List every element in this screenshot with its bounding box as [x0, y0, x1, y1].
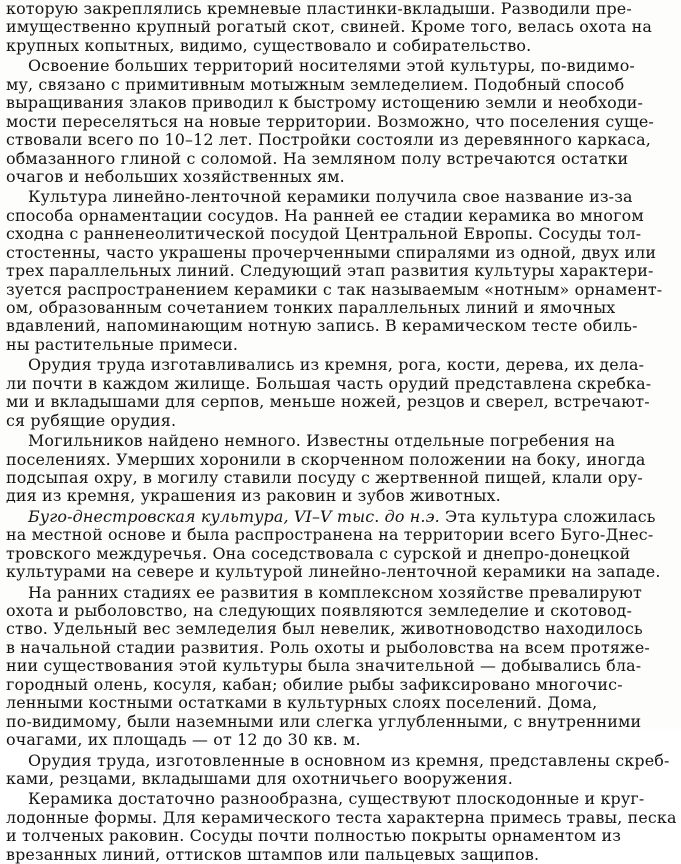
text-line: врезанных линий, оттисков штампов или пальцевых защипов. [6, 844, 540, 864]
text-line: Освоение больших территорий носителями этой культуры, по-видимо- [28, 56, 635, 76]
text-line: способа орнаментации сосудов. На ранней ее стадии керамика во многом [6, 205, 644, 225]
text-line: которую закреплялись кремневые пластинки-вкладыши. Разводили пре- [6, 0, 632, 18]
paragraph [6, 584, 677, 750]
paragraph [6, 752, 677, 789]
text-line: мости переселяться на новые территории. Возможно, что поселения суще- [6, 111, 654, 131]
text-line: обмазанного глиной с соломой. На земляном полу встречаются остатки [6, 148, 629, 168]
text-run: Эта культура сложилась [439, 506, 656, 526]
text-line: зуется распространением керамики с так называемым «нотным» орнамент- [6, 279, 663, 299]
text-line: ками, резцами, вкладышами для охотничьего вооружения. [6, 768, 513, 788]
paragraph [6, 356, 677, 430]
text-line: ство. Удельный вес земледелия был невелик, животноводство находилось [6, 619, 643, 639]
text-line: подсыпая охру, в могилу ставили посуду с жертвенной пищей, клали ору- [6, 467, 643, 487]
text-line: городный олень, косуля, кабан; обилие рыбы зафиксировано многочис- [6, 674, 623, 694]
text-line: Культура линейно-ленточной керамики получила свое название из-за [28, 187, 633, 207]
text-line: имущественно крупный рогатый скот, свиней. Кроме того, велась охота на [6, 17, 652, 37]
text-line: ны растительные примеси. [6, 334, 239, 354]
text-line: и толченых раковин. Сосуды почти полностью покрыты орнаментом из [6, 826, 622, 846]
text-line: в начальной стадии развития. Роль охоты и рыболовства на всем протяже- [6, 637, 650, 657]
text-line: ленными костными остатками в культурных слоях поселений. Дома, [6, 693, 598, 713]
text-line: лодонные формы. Для керамического теста характерна примесь травы, песка [6, 807, 677, 827]
text-line: культурами на севере и культурой линейно-ленточной керамики на западе. [6, 562, 661, 582]
text-line: стостенны, часто украшены прочерченными спиралями из одной, двух или [6, 242, 657, 262]
paragraph [6, 0, 677, 55]
text-line: очагами, их площадь — от 12 до 30 кв. м. [6, 730, 361, 750]
paragraph [6, 508, 677, 582]
text-line: ствовали всего по 10–12 лет. Постройки состояли из деревянного каркаса, [6, 130, 651, 150]
text-line: крупных копытных, видимо, существовало и собирательство. [6, 35, 532, 55]
text-line [6, 508, 677, 526]
text-line: ми и вкладышами для серпов, меньше ножей, резцов и сверел, встречают- [6, 392, 650, 412]
text-line: Орудия труда изготавливались из кремня, рога, кости, дерева, их дела- [28, 355, 645, 375]
paragraph [6, 188, 677, 354]
paragraph [6, 790, 677, 864]
paragraph [6, 57, 677, 186]
text-line: охота и рыболовство, на следующих появляются земледелие и скотовод- [6, 601, 633, 620]
text-line: вдавлений, напоминающим нотную запись. В керамическом тесте обиль- [6, 316, 638, 336]
text-line: по-видимому, были наземными или слегка углубленными, с внутренними [6, 711, 642, 731]
text-line: ли почти в каждом жилище. Большая часть орудий представлена скребка- [6, 373, 652, 393]
text-line: ся рубящие орудия. [6, 410, 177, 430]
text-line: очагов и небольших хозяйственных ям. [6, 166, 345, 186]
text-line: Орудия труда, изготовленные в основном из кремня, представлены скреб- [28, 750, 670, 770]
paragraph [6, 432, 677, 506]
text-line: На ранних стадиях ее развития в комплексном хозяйстве превалируют [28, 582, 642, 602]
text-line: му, связано с примитивным мотыжным земледелием. Подобный способ [6, 74, 625, 94]
text-line: нии существования этой культуры была значительной — добывались бла- [6, 656, 642, 676]
text-line: Керамика достаточно разнообразна, существуют плоскодонные и круг- [28, 789, 645, 809]
text-line: на местной основе и была распространена на территории всего Буго-Днес- [6, 525, 654, 545]
text-line: выращивания злаков приводил к быстрому истощению земли и необходи- [6, 93, 643, 113]
text-line: поселениях. Умерших хоронили в скорченном положении на боку, иногда [6, 449, 646, 469]
text-line: тровского междуречья. Она соседствовала с сурской и днепро-донецкой [6, 543, 631, 563]
text-line: трех параллельных линий. Следующий этап развития культуры характери- [6, 261, 654, 281]
text-line: ом, образованным сочетанием тонких параллельных линий и ямочных [6, 298, 616, 317]
culture-name-italic: Буго-днестровская культура, VI–V тыс. до н.э. [28, 506, 440, 526]
text-line: Могильников найдено немного. Известны отдельные погребения на [28, 431, 616, 451]
text-line: дия из кремня, украшения из раковин и зубов животных. [6, 486, 501, 506]
text-line: сходна с ранненеолитической посудой Центральной Европы. Сосуды тол- [6, 224, 642, 244]
